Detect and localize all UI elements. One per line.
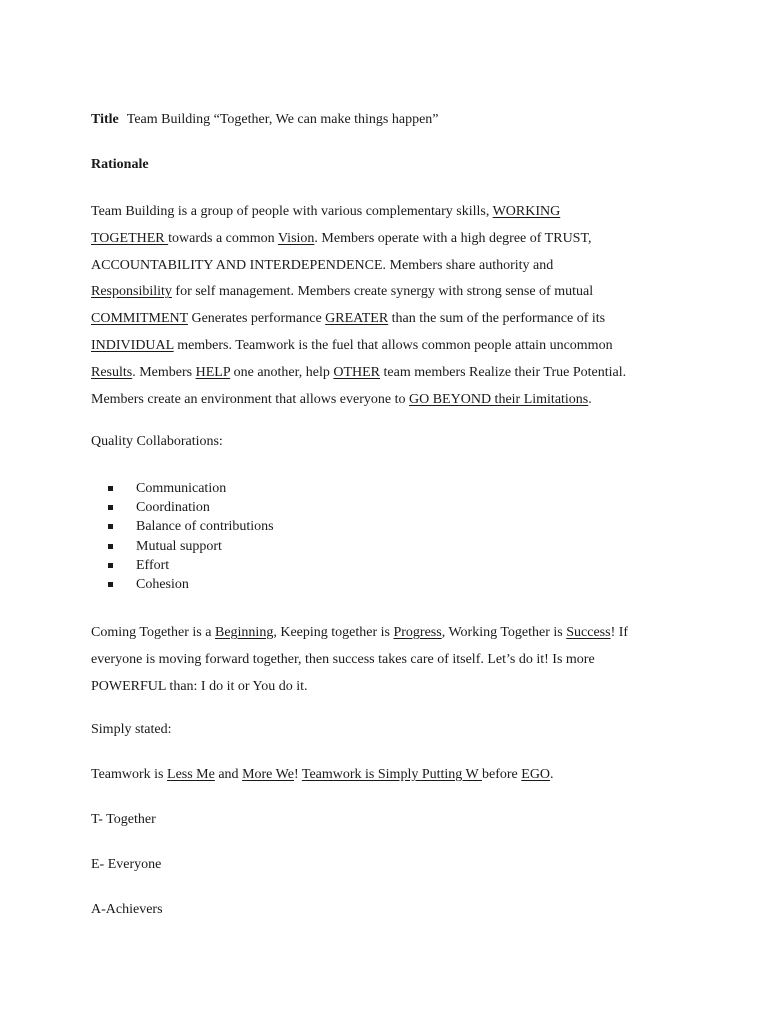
square-bullet-icon xyxy=(108,524,113,529)
title-label: Title xyxy=(91,112,119,127)
list-item: Effort xyxy=(108,556,274,575)
rationale-heading: Rationale xyxy=(91,157,149,172)
underlined-phrase: Results xyxy=(91,364,133,380)
quality-collaborations-heading: Quality Collaborations: xyxy=(91,434,223,449)
underlined-phrase: EGO xyxy=(521,767,551,782)
underlined-phrase: Teamwork is Simply Putting W xyxy=(301,767,482,782)
acronym-t-line: T- Together xyxy=(91,812,156,827)
underlined-phrase: Less Me xyxy=(167,767,215,782)
acronym-e-line: E- Everyone xyxy=(91,857,162,872)
bullet-list xyxy=(108,479,274,594)
underlined-phrase: INDIVIDUAL xyxy=(91,337,174,353)
coming-together-paragraph: Coming Together is a Beginning, Keeping together is Progress, Working Together is Success! If everyone is moving forward together, then success takes care of itself. Let’s do it! Is more POWERFUL than: I do it or You do it. xyxy=(91,625,629,694)
teamwork-line: Teamwork is Less Me and More We! Teamwork is Simply Putting W before EGO. xyxy=(91,767,554,782)
square-bullet-icon xyxy=(108,582,113,587)
rationale-paragraph: Team Building is a group of people with various complementary skills, WORKING TOGETHER towards a common Vision. Members operate with a high degree of TRUST, ACCOUNTABILITY AND INTERDEPENDENCE. Members share authority and Responsibility for self management. Members create synergy with strong sense of mutual COMMITMENT Generates performance GREATER than the sum of the performance of its INDIVIDUAL members. Teamwork is the fuel that allows common people attain uncommon Results. Members HELP one another, help OTHER team members Realize their True Potential. Members create an environment that allows everyone to GO BEYOND their Limitations. xyxy=(91,204,627,407)
square-bullet-icon xyxy=(108,544,113,549)
underlined-phrase: Success xyxy=(566,625,611,640)
underlined-phrase: Progress xyxy=(393,625,442,640)
list-item: Mutual support xyxy=(108,537,274,556)
underlined-phrase: TOGETHER xyxy=(91,230,169,246)
square-bullet-icon xyxy=(108,505,113,510)
acronym-a-line: A-Achievers xyxy=(91,902,163,917)
underlined-phrase: More We xyxy=(242,767,294,782)
list-item: Communication xyxy=(108,479,274,498)
list-item: Balance of contributions xyxy=(108,517,274,536)
underlined-phrase: COMMITMENT xyxy=(91,311,188,327)
square-bullet-icon xyxy=(108,563,113,568)
square-bullet-icon xyxy=(108,486,113,491)
underlined-phrase: HELP xyxy=(195,364,231,380)
underlined-phrase: Vision xyxy=(277,230,315,246)
list-item: Coordination xyxy=(108,498,274,517)
document-title xyxy=(91,111,691,129)
underlined-phrase: WORKING xyxy=(492,204,561,219)
underlined-phrase: GREATER xyxy=(325,311,389,327)
underlined-phrase: Responsibility xyxy=(91,284,172,300)
underlined-phrase: OTHER xyxy=(333,364,381,380)
list-item: Cohesion xyxy=(108,575,274,594)
simply-stated-line: Simply stated: xyxy=(91,722,172,737)
title-text: Team Building “Together, We can make things happen” xyxy=(126,112,439,127)
underlined-phrase: Beginning xyxy=(214,625,274,640)
underlined-phrase: GO BEYOND their Limitations xyxy=(409,391,589,407)
